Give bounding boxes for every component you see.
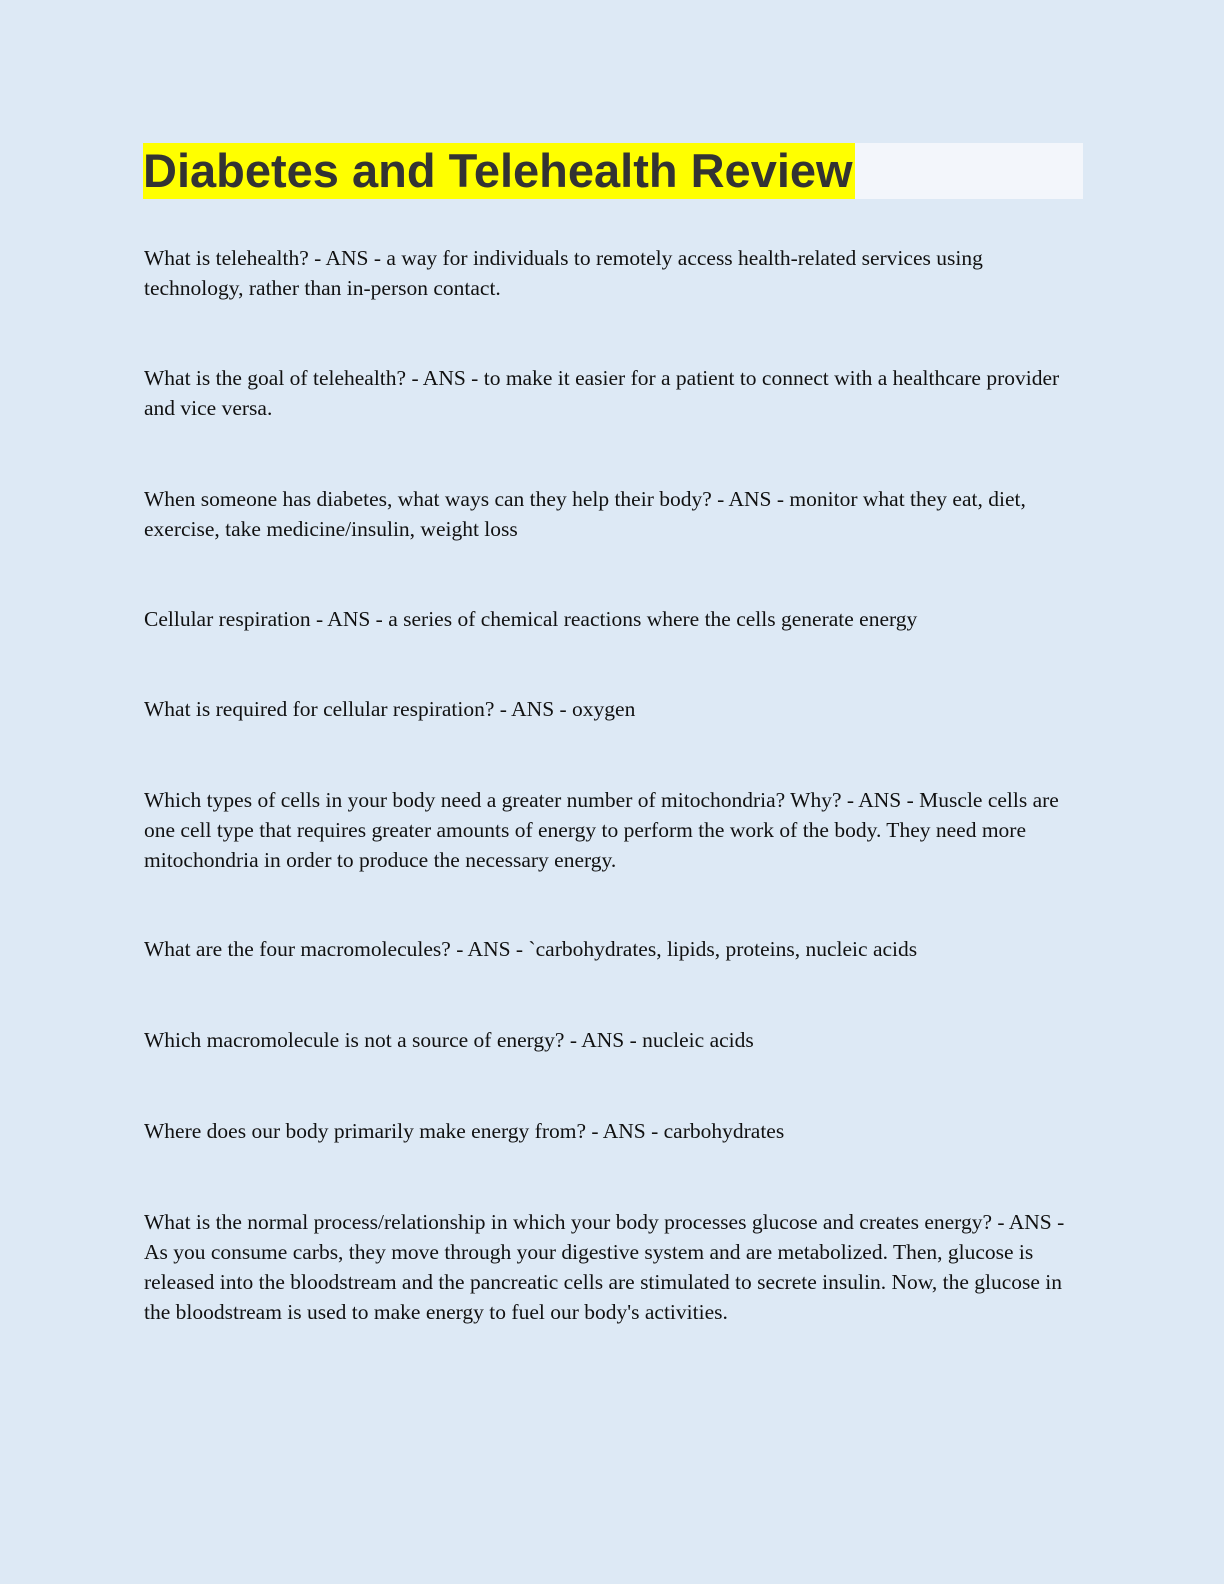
qa-item-10: What is the normal process/relationship in which your body processes glucose and creates energy? - ANS - As you consume carbs, they move through your digestive system and are metabolized. Then, glucose is released into the bloodstream and the pancreatic cells are stimulated to secrete insulin. Now, the glucose in the bloodstream is used to make energy to fuel our body's activities.	[144, 1210, 1065, 1324]
page-title: Diabetes and Telehealth Review	[143, 144, 853, 197]
qa-item-4: Cellular respiration - ANS - a series of chemical reactions where the cells generate energy	[144, 607, 918, 631]
qa-item-8: Which macromolecule is not a source of energy? - ANS - nucleic acids	[144, 1028, 754, 1052]
qa-item-1: What is telehealth? - ANS - a way for individuals to remotely access health-related services using technology, rather than in-person contact.	[144, 246, 983, 300]
qa-item-7: What are the four macromolecules? - ANS - `carbohydrates, lipids, proteins, nucleic acids	[144, 937, 918, 961]
qa-item-6: Which types of cells in your body need a greater number of mitochondria? Why? - ANS - Muscle cells are one cell type that requires greater amounts of energy to perform the work of the body. They need more mitochondria in order to produce the necessary energy.	[144, 788, 1059, 872]
qa-item-2: What is the goal of telehealth? - ANS - to make it easier for a patient to connect with a healthcare provider and vice versa.	[144, 366, 1060, 420]
qa-item-5: What is required for cellular respiration? - ANS - oxygen	[144, 697, 636, 721]
qa-item-3: When someone has diabetes, what ways can they help their body? - ANS - monitor what they eat, diet, exercise, take medicine/insulin, weight loss	[144, 487, 1026, 541]
qa-item-9: Where does our body primarily make energy from? - ANS - carbohydrates	[144, 1119, 785, 1143]
